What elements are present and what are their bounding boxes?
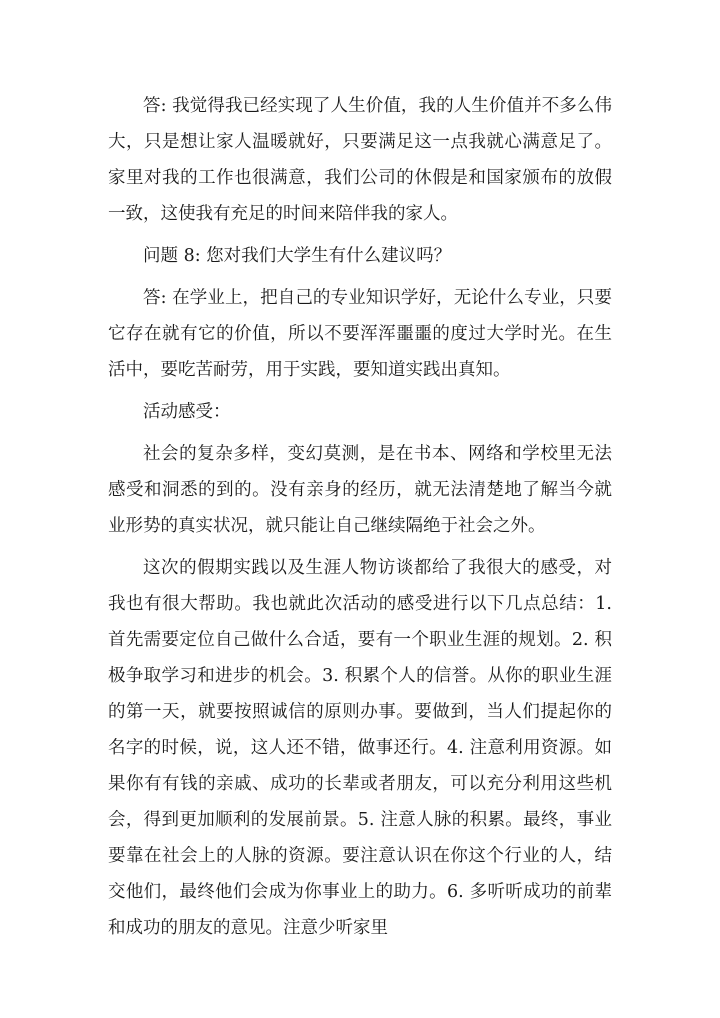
answer-paragraph: 答: 在学业上，把自己的专业知识学好，无论什么专业，只要它存在就有它的价值，所以不要浑浑噩噩的度过大学时光。在生活中，要吃苦耐劳，用于实践，要知道实践出真知。 bbox=[108, 288, 612, 380]
body-paragraph: 这次的假期实践以及生涯人物访谈都给了我很大的感受，对我也有很大帮助。我也就此次活动的感受进行以下几点总结：1. 首先需要定位自己做什么合适，要有一个职业生涯的规划。2. 积极争取学习和进步的机会。3. 积累个人的信誉。从你的职业生涯的第一天，就要按照诚信的原则办事。要做到，当人们提起你的名字的时候，说，这人还不错，做事还行。4. 注意利用资源。如果你有有钱的亲戚、成功的长辈或者朋友，可以充分利用这些机会，得到更加顺利的发展前景。5. 注意人脉的积累。最终，事业要靠在社会上的人脉的资源。要注意认识在你这个行业的人，结交他们，最终他们会成为你事业上的助力。6. 多听听成功的前辈和成功的朋友的意见。注意少听家里 bbox=[108, 558, 612, 938]
section-heading: 活动感受： bbox=[143, 402, 231, 422]
answer-paragraph: 答: 我觉得我已经实现了人生价值，我的人生价值并不多么伟大，只是想让家人温暖就好，只要满足这一点我就心满意足了。家里对我的工作也很满意，我们公司的休假是和国家颁布的放假一致，这使我有充足的时间来陪伴我的家人。 bbox=[108, 96, 612, 224]
body-paragraph: 社会的复杂多样，变幻莫测，是在书本、网络和学校里无法感受和洞悉的到的。没有亲身的经历，就无法清楚地了解当今就业形势的真实状况，就只能让自己继续隔绝于社会之外。 bbox=[108, 444, 612, 536]
question-paragraph: 问题 8: 您对我们大学生有什么建议吗？ bbox=[143, 246, 452, 266]
document-body bbox=[108, 88, 612, 952]
